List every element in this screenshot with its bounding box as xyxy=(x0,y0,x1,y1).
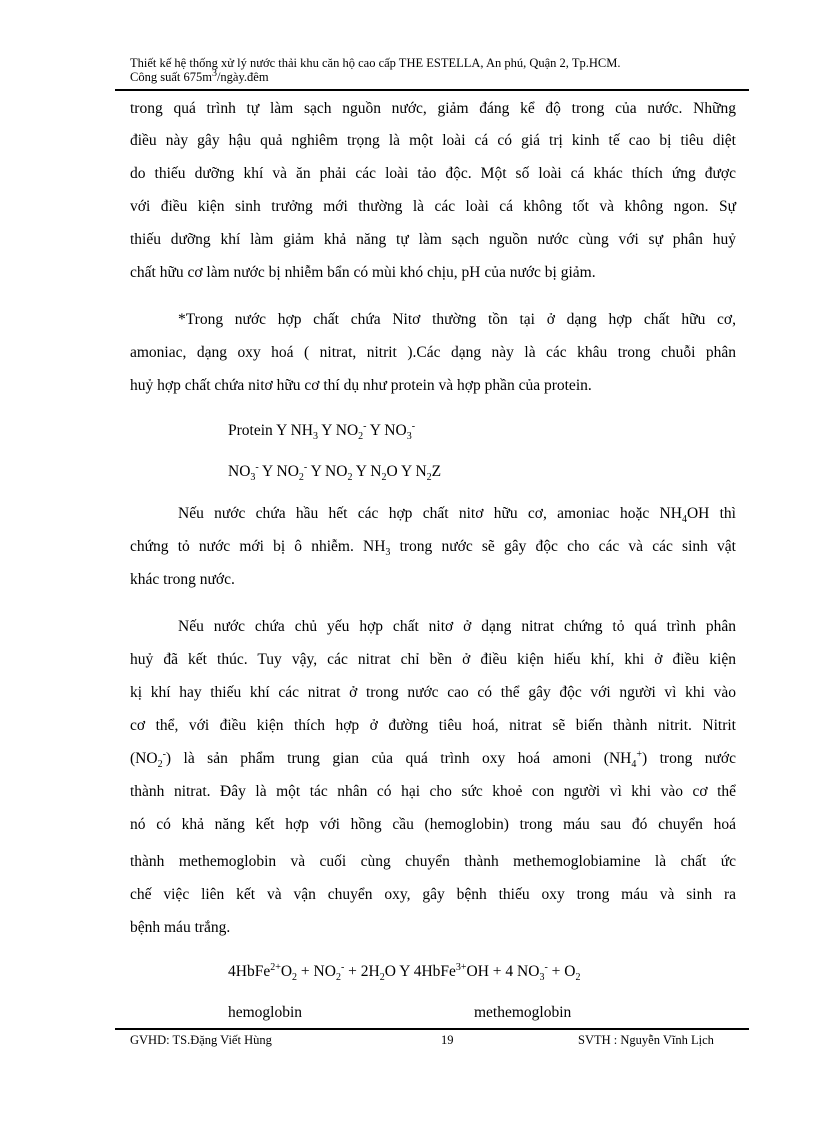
page-number: 19 xyxy=(441,1033,454,1047)
footer-rule xyxy=(115,1028,749,1030)
body-line: huỷ đã kết thúc. Tuy vậy, các nitrat chỉ bền ở điều kiện hiếu khí, khi ở điều kiện xyxy=(130,651,736,668)
body-line: khác trong nước. xyxy=(130,571,235,588)
body-line: chế việc liên kết và vận chuyển oxy, gây bệnh thiếu oxy trong máu và sinh ra xyxy=(130,886,736,903)
header-capacity: Công suất $675m^3/ngày.đêm$ xyxy=(130,67,269,84)
methemoglobin-label: methemoglobin xyxy=(474,1004,572,1021)
body-line: bệnh máu trắng. xyxy=(130,919,231,936)
header-rule xyxy=(115,89,749,91)
body-line: *Trong nước hợp chất chứa Nitơ thường tồn tại ở dạng hợp chất hữu cơ, xyxy=(178,311,736,328)
body-line: nó có khả năng kết hợp với hồng cầu (hemoglobin) trong máu sau đó chuyển hoá xyxy=(130,816,736,833)
hemoglobin-label: hemoglobin xyxy=(228,1004,303,1021)
footer-student: SVTH : Nguyễn Vĩnh Lịch xyxy=(578,1033,714,1047)
nitrogen-chain-formula-1: Protein Y $NH_3$ Y $NO_2^-$ Y $NO_3^-$ xyxy=(228,420,416,443)
body-line: với điều kiện sinh trưởng mới thường là các loài cá không tốt và không ngon. Sự xyxy=(130,198,736,215)
hemoglobin-reaction-formula: $4HbFe^{2+}O_2 + NO_2^- + 2H_2O$ Y 4HbFe$^{3+}$OH + 4 $NO_3^- + O_2$ xyxy=(228,961,581,984)
body-line: Nếu nước chứa hầu hết các hợp chất nitơ hữu cơ, amoniac hoặc $NH_4OH$ thì xyxy=(178,505,736,526)
body-line: thành methemoglobin và cuối cùng chuyển thành methemoglobiamine là chất ức xyxy=(130,853,736,870)
body-line: huỷ hợp chất chứa nitơ hữu cơ thí dụ như protein và hợp phần của protein. xyxy=(130,377,592,394)
body-line: kị khí hay thiếu khí các nitrat ở trong nước cao có thể gây độc với người vì khi vào xyxy=(130,684,736,701)
body-line: amoniac, dạng oxy hoá ( nitrat, nitrit ).Các dạng này là các khâu trong chuỗi phân xyxy=(130,344,736,361)
body-line: cơ thể, với điều kiện thích hợp ở đường tiêu hoá, nitrat sẽ biến thành nitrit. Nitrit xyxy=(130,717,736,734)
body-line: chất hữu cơ làm nước bị nhiễm bẩn có mùi khó chịu, pH của nước bị giảm. xyxy=(130,264,596,281)
header-title: Thiết kế hệ thống xử lý nước thải khu căn hộ cao cấp THE ESTELLA, An phú, Quận 2, Tp.HCM. xyxy=(130,56,621,70)
body-line: do thiếu dưỡng khí và ăn phải các loài tảo độc. Một số loài cá khác thích ứng được xyxy=(130,165,736,182)
footer-supervisor: GVHD: TS.Đặng Viết Hùng xyxy=(130,1033,272,1047)
body-line: chứng tỏ nước mới bị ô nhiễm. $NH_3$ trong nước sẽ gây độc cho các và các sinh vật xyxy=(130,538,736,559)
running-header xyxy=(130,56,750,84)
body-line: $(NO_2^-)$ là sản phẩm trung gian của quá trình oxy hoá amoni $(NH_4^+)$ trong nước xyxy=(130,748,737,771)
body-line: thiếu dưỡng khí làm giảm khả năng tự làm sạch nguồn nước cùng với sự phân huỷ xyxy=(130,231,736,248)
body-line: điều này gây hậu quả nghiêm trọng là một loài cá có giá trị kinh tế cao bị tiêu diệt xyxy=(130,132,736,149)
nitrogen-chain-formula-2: $NO_3^-$ Y $NO_2^-$ Y $NO_2$ Y $N_2O$ Y $N_2Z$ xyxy=(228,461,442,484)
body-line: thành nitrat. Đây là một tác nhân có hại cho sức khoẻ con người vì khi vào cơ thể xyxy=(130,783,736,800)
body-line: trong quá trình tự làm sạch nguồn nước, giảm đáng kể độ trong của nước. Những xyxy=(130,100,736,117)
body-line: Nếu nước chứa chủ yếu hợp chất nitơ ở dạng nitrat chứng tỏ quá trình phân xyxy=(178,618,736,635)
